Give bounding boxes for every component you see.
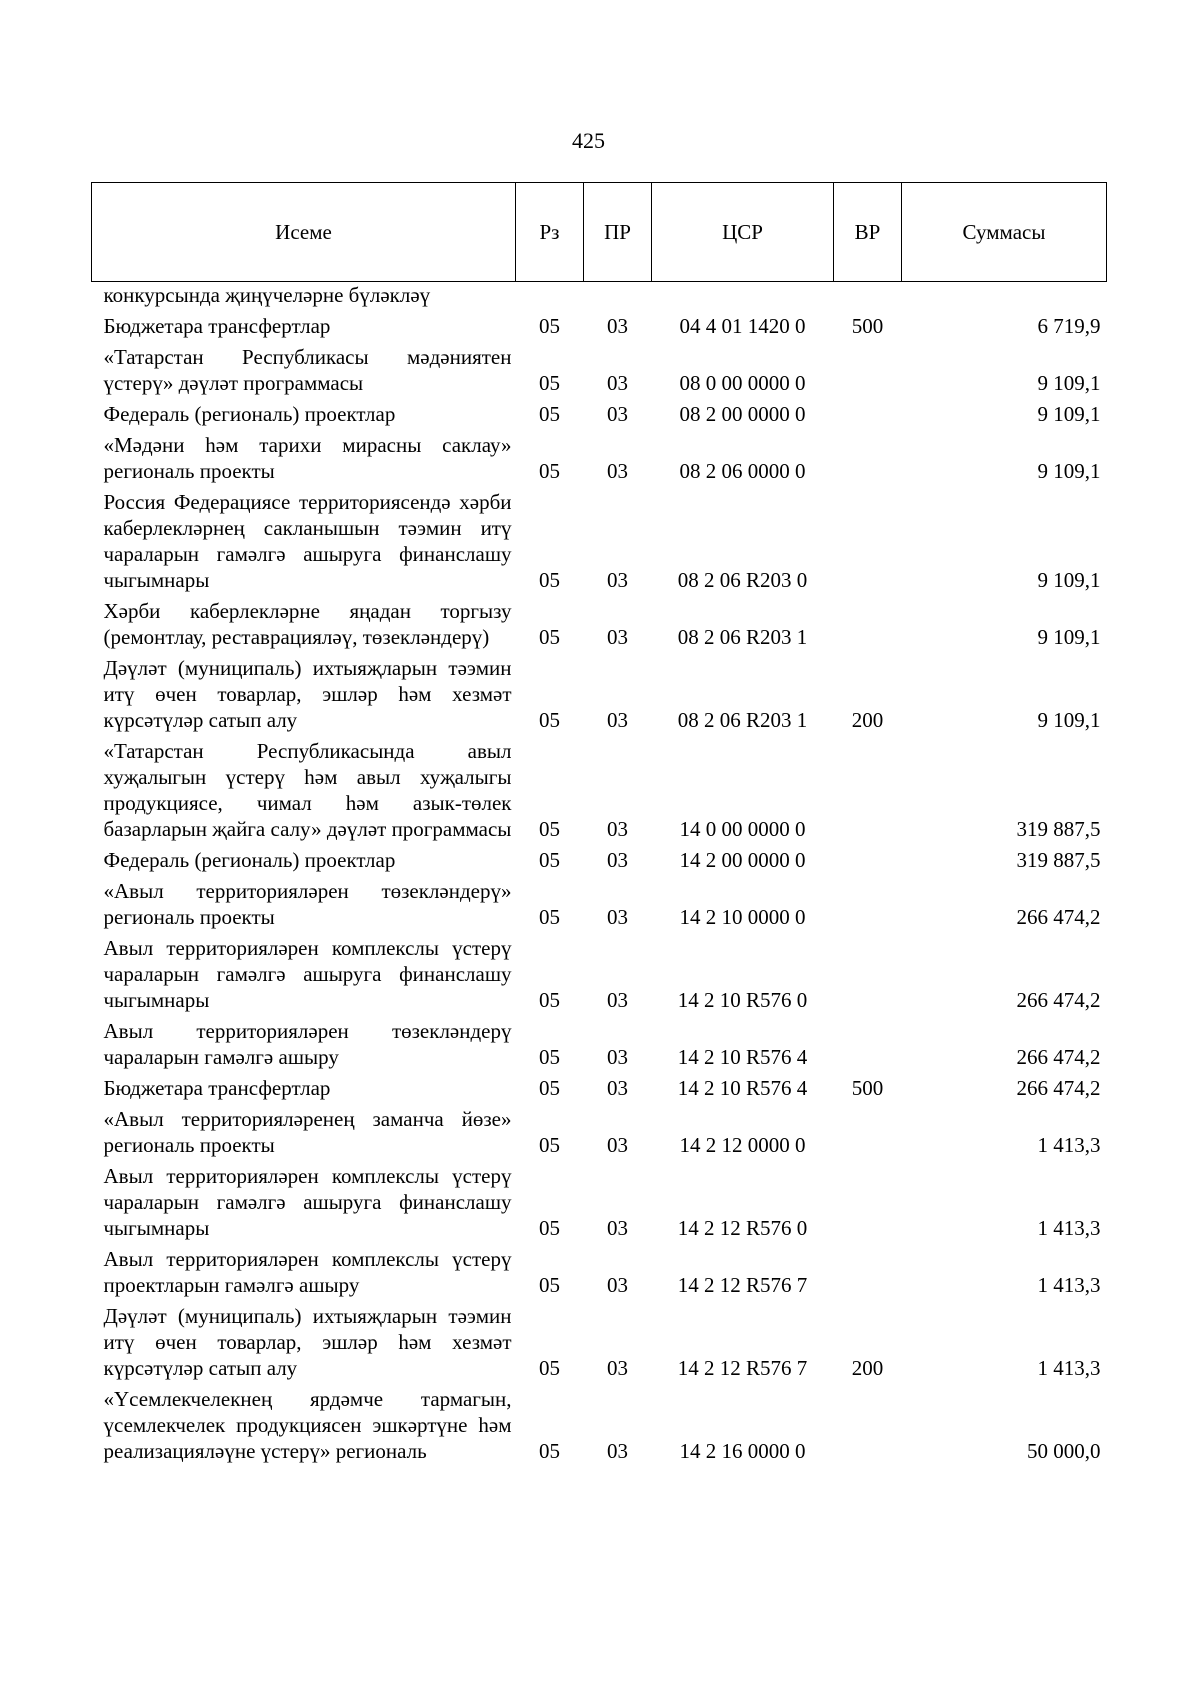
cell-pr: 03 [607,371,628,395]
page-number: 425 [572,128,605,153]
cell-sum: 50 000,0 [1027,1439,1101,1463]
table-row [92,430,1107,487]
cell-csr: 14 2 10 R576 4 [677,1076,808,1100]
cell-vr [834,1384,902,1467]
cell-sum: 9 109,1 [1037,708,1101,732]
cell-csr: 14 2 16 0000 0 [679,1439,806,1463]
cell-sum [902,282,1107,312]
cell-sum: 9 109,1 [1037,568,1101,592]
cell-pr: 03 [607,1439,628,1463]
cell-name: Авыл территорияләрен комплекслы үстерү чараларын гамәлгә ашыруга финанслашу чыгымнары [103,1164,512,1240]
table-row [92,653,1107,736]
cell-sum: 1 413,3 [1037,1356,1101,1380]
cell-pr: 03 [607,459,628,483]
cell-name: Хәрби каберлекләрне яңадан торгызу (ремонтлау, реставрацияләү, төзекләндерү) [103,599,512,649]
header-sum: Суммасы [902,183,1107,282]
cell-pr: 03 [607,848,628,872]
cell-sum: 9 109,1 [1037,371,1101,395]
cell-csr: 14 2 10 R576 0 [677,988,808,1012]
cell-vr [834,845,902,876]
cell-sum: 319 887,5 [1016,817,1101,841]
cell-sum: 6 719,9 [1037,314,1101,338]
cell-pr: 03 [607,625,628,649]
cell-csr: 14 2 00 0000 0 [679,848,806,872]
cell-vr [834,1161,902,1244]
table-row [92,1073,1107,1104]
cell-csr [652,282,834,312]
table-row [92,282,1107,312]
cell-csr: 08 2 06 R203 0 [677,568,808,592]
cell-vr: 200 [851,1356,884,1380]
table-row [92,487,1107,596]
header-rz: Рз [516,183,584,282]
cell-sum: 9 109,1 [1037,625,1101,649]
cell-name: Дәүләт (муниципаль) ихтыяҗларын тәэмин итү өчен товарлар, эшләр һәм хезмәт күрсәтүләр сатып алу [103,1304,512,1380]
cell-rz: 05 [539,402,560,426]
table-row [92,1301,1107,1384]
cell-csr: 14 2 12 0000 0 [679,1133,806,1157]
cell-vr: 500 [851,1076,884,1100]
cell-vr [834,876,902,933]
table-row [92,736,1107,845]
cell-sum: 1 413,3 [1037,1216,1101,1240]
cell-sum: 1 413,3 [1037,1273,1101,1297]
cell-csr: 14 2 12 R576 7 [677,1273,808,1297]
cell-sum: 266 474,2 [1016,1076,1101,1100]
cell-pr [584,282,652,312]
cell-name: «Мәдәни һәм тарихи мирасны саклау» региональ проекты [103,433,512,483]
cell-name: Федераль (региональ) проектлар [103,402,396,426]
cell-rz [516,282,584,312]
cell-name: «Авыл территорияләрен төзекләндерү» региональ проекты [103,879,512,929]
table-row [92,311,1107,342]
cell-name: Авыл территорияләрен төзекләндерү чараларын гамәлгә ашыру [103,1019,512,1069]
cell-vr [834,1244,902,1301]
cell-vr: 200 [851,708,884,732]
cell-sum: 266 474,2 [1016,905,1101,929]
cell-name: «Татарстан Республикасы мәдәниятен үстерү» дәүләт программасы [103,345,512,395]
cell-pr: 03 [607,1076,628,1100]
cell-name: Бюджетара трансфертлар [103,314,331,338]
table-row [92,1016,1107,1073]
cell-name: Дәүләт (муниципаль) ихтыяҗларын тәэмин итү өчен товарлар, эшләр һәм хезмәт күрсәтүләр сатып алу [103,656,512,732]
cell-csr: 08 2 06 0000 0 [679,459,806,483]
table-row [92,399,1107,430]
cell-name: «Үсемлекчелекнең ярдәмче тармагын, үсемлекчелек продукциясен эшкәртүне һәм реализацияләүне үстерү» региональ [103,1387,512,1463]
table-body [92,282,1107,1468]
header-csr: ЦСР [652,183,834,282]
cell-sum: 319 887,5 [1016,848,1101,872]
table-row [92,1244,1107,1301]
cell-name: конкурсында җиңүчеләрне бүләкләү [103,283,431,307]
cell-csr: 08 2 06 R203 1 [677,708,808,732]
table-row [92,933,1107,1016]
cell-rz: 05 [539,1076,560,1100]
cell-vr [834,1016,902,1073]
cell-csr: 14 0 00 0000 0 [679,817,806,841]
cell-pr: 03 [607,1273,628,1297]
table-row [92,1104,1107,1161]
cell-pr: 03 [607,314,628,338]
cell-pr: 03 [607,1045,628,1069]
cell-rz: 05 [539,459,560,483]
cell-csr: 14 2 10 0000 0 [679,905,806,929]
cell-csr: 08 2 06 R203 1 [677,625,808,649]
cell-csr: 14 2 12 R576 0 [677,1216,808,1240]
cell-rz: 05 [539,1356,560,1380]
cell-csr: 14 2 10 R576 4 [677,1045,808,1069]
cell-name: «Татарстан Республикасында авыл хуҗалыгын үстерү һәм авыл хуҗалыгы продукциясе, чимал һәм азык-төлек базарларын җайга салу» дәүләт программасы [103,739,512,841]
cell-vr: 500 [851,314,884,338]
cell-sum: 1 413,3 [1037,1133,1101,1157]
cell-rz: 05 [539,1133,560,1157]
cell-csr: 04 4 01 1420 0 [679,314,806,338]
cell-pr: 03 [607,1356,628,1380]
cell-rz: 05 [539,1216,560,1240]
table-row [92,876,1107,933]
header-name: Исеме [92,183,516,282]
cell-pr: 03 [607,568,628,592]
cell-sum: 266 474,2 [1016,988,1101,1012]
cell-vr [834,430,902,487]
cell-rz: 05 [539,988,560,1012]
cell-name: Авыл территорияләрен комплекслы үстерү проектларын гамәлгә ашыру [103,1247,512,1297]
cell-pr: 03 [607,402,628,426]
table-row [92,845,1107,876]
cell-name: Бюджетара трансфертлар [103,1076,331,1100]
cell-name: «Авыл территорияләренең заманча йөзе» региональ проекты [103,1107,512,1157]
table-row [92,342,1107,399]
table-header [92,183,1107,282]
cell-name: Россия Федерациясе территориясендә хәрби каберлекләрнең сакланышын тәэмин итү чараларын гамәлгә ашыруга финанслашу чыгымнары [103,490,512,592]
cell-pr: 03 [607,708,628,732]
cell-vr [834,1104,902,1161]
table-row [92,596,1107,653]
cell-name: Федераль (региональ) проектлар [103,848,396,872]
cell-vr [834,342,902,399]
cell-csr: 08 2 00 0000 0 [679,402,806,426]
header-vr: ВР [834,183,902,282]
cell-sum: 9 109,1 [1037,402,1101,426]
cell-csr: 14 2 12 R576 7 [677,1356,808,1380]
cell-rz: 05 [539,625,560,649]
budget-table [91,182,1107,1467]
cell-pr: 03 [607,817,628,841]
cell-rz: 05 [539,371,560,395]
table-row [92,1384,1107,1467]
cell-sum: 266 474,2 [1016,1045,1101,1069]
cell-vr [834,399,902,430]
cell-csr: 08 0 00 0000 0 [679,371,806,395]
cell-rz: 05 [539,848,560,872]
cell-vr [834,933,902,1016]
cell-vr [834,487,902,596]
cell-rz: 05 [539,1273,560,1297]
cell-rz: 05 [539,708,560,732]
cell-vr [834,596,902,653]
header-pr: ПР [584,183,652,282]
cell-rz: 05 [539,905,560,929]
cell-rz: 05 [539,817,560,841]
cell-rz: 05 [539,314,560,338]
cell-vr [834,736,902,845]
cell-rz: 05 [539,568,560,592]
table-row [92,1161,1107,1244]
cell-rz: 05 [539,1045,560,1069]
cell-sum: 9 109,1 [1037,459,1101,483]
cell-vr [834,282,902,312]
cell-name: Авыл территорияләрен комплекслы үстерү чараларын гамәлгә ашыруга финанслашу чыгымнары [103,936,512,1012]
cell-pr: 03 [607,988,628,1012]
cell-rz: 05 [539,1439,560,1463]
cell-pr: 03 [607,1216,628,1240]
cell-pr: 03 [607,905,628,929]
cell-pr: 03 [607,1133,628,1157]
